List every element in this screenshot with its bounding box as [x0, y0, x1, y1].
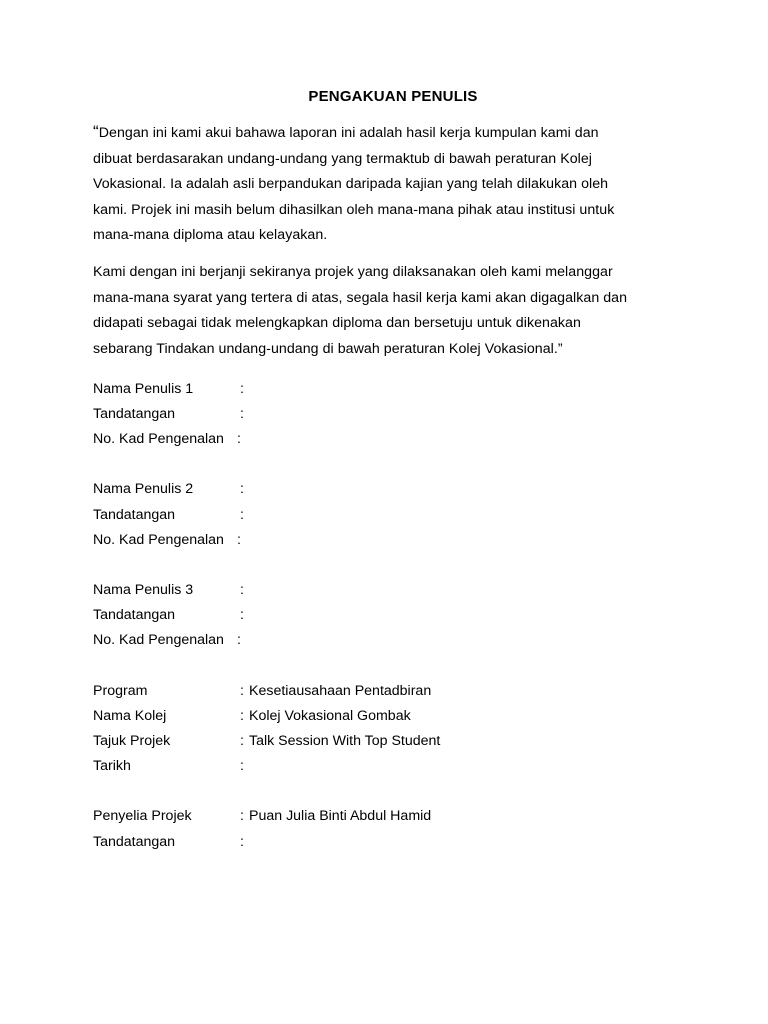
- field-label: Nama Penulis 2: [93, 481, 194, 497]
- paragraph-1-line: mana-mana diploma atau kelayakan.: [93, 227, 328, 244]
- field-label: Tandatangan: [93, 607, 176, 623]
- field-label: No. Kad Pengenalan: [93, 632, 224, 648]
- field-colon: :: [240, 733, 244, 749]
- paragraph-2-line: didapati sebagai tidak melengkapkan diploma dan bersetuju untuk dikenakan: [93, 315, 581, 332]
- program-value: Kesetiausahaan Pentadbiran: [249, 683, 432, 699]
- paragraph-1-line: [93, 119, 693, 147]
- field-colon: :: [240, 834, 244, 850]
- field-label: Tandatangan: [93, 406, 176, 422]
- field-label: Tandatangan: [93, 834, 176, 850]
- field-colon: :: [237, 532, 241, 548]
- declaration-paragraph-2: [93, 260, 693, 362]
- open-quote-mark: “: [93, 122, 99, 141]
- field-colon: :: [240, 607, 244, 623]
- paragraph-1-line: Vokasional. Ia adalah asli berpandukan daripada kajian yang telah dilakukan oleh: [93, 176, 609, 193]
- field-label: Nama Penulis 1: [93, 381, 194, 397]
- field-label: Nama Penulis 3: [93, 582, 194, 598]
- field-colon: :: [240, 381, 244, 397]
- paragraph-2-line: sebarang Tindakan undang-undang di bawah peraturan Kolej Vokasional.”: [93, 340, 563, 357]
- field-label: Tajuk Projek: [93, 733, 171, 749]
- paragraph-1-line: dibuat berdasarakan undang-undang yang termaktub di bawah peraturan Kolej: [93, 150, 592, 167]
- college-value: Kolej Vokasional Gombak: [249, 708, 411, 724]
- field-colon: :: [240, 808, 244, 824]
- paragraph-1-line: kami. Projek ini masih belum dihasilkan oleh mana-mana pihak atau institusi untuk: [93, 201, 615, 218]
- field-label: No. Kad Pengenalan: [93, 431, 224, 447]
- field-colon: :: [240, 481, 244, 497]
- paragraph-2-line: mana-mana syarat yang tertera di atas, segala hasil kerja kami akan digagalkan dan: [93, 289, 628, 306]
- field-label: No. Kad Pengenalan: [93, 532, 224, 548]
- field-colon: :: [240, 582, 244, 598]
- field-colon: :: [237, 632, 241, 648]
- field-colon: :: [240, 507, 244, 523]
- declaration-paragraph-1: [93, 119, 693, 249]
- paragraph-1-line-text: Dengan ini kami akui bahawa laporan ini adalah hasil kerja kumpulan kami dan: [98, 125, 599, 141]
- field-label: Nama Kolej: [93, 708, 167, 724]
- field-label: Tandatangan: [93, 507, 176, 523]
- field-colon: :: [240, 708, 244, 724]
- field-label: Penyelia Projek: [93, 808, 192, 824]
- field-colon: :: [237, 431, 241, 447]
- paragraph-2-line: Kami dengan ini berjanji sekiranya projek yang dilaksanakan oleh kami melanggar: [93, 264, 613, 280]
- field-colon: :: [240, 683, 244, 699]
- page-title: PENGAKUAN PENULIS: [308, 88, 478, 105]
- project-topic-value: Talk Session With Top Student: [249, 733, 441, 749]
- field-label: Tarikh: [93, 758, 131, 774]
- field-colon: :: [240, 758, 244, 774]
- supervisor-value: Puan Julia Binti Abdul Hamid: [249, 808, 432, 824]
- field-label: Program: [93, 683, 148, 699]
- field-colon: :: [240, 406, 244, 422]
